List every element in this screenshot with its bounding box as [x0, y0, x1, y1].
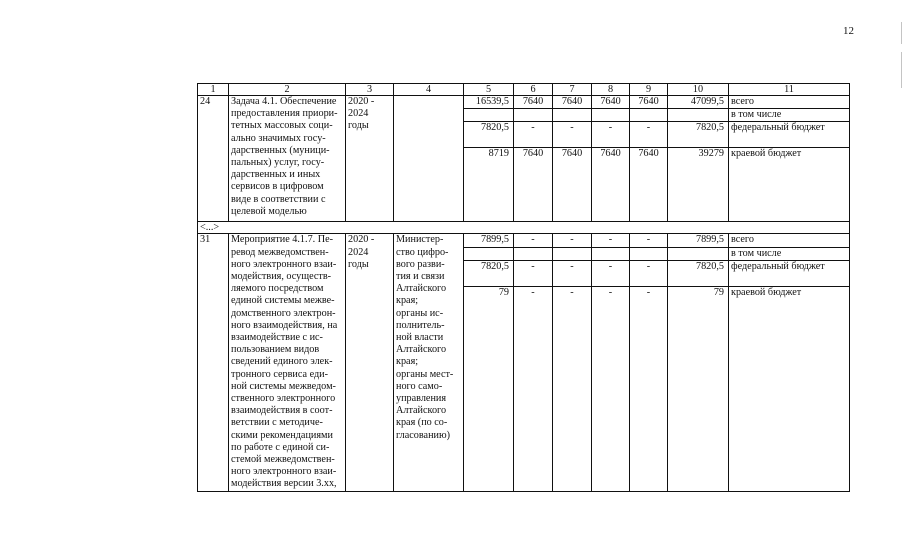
period-line: годы — [348, 258, 369, 270]
funding-source: всего — [729, 234, 850, 247]
row-name-line: модействия, осуществ- — [231, 271, 332, 283]
column-header: 7 — [553, 84, 592, 96]
funding-value: - — [514, 234, 553, 247]
row-number: 31 — [198, 234, 229, 491]
funding-total — [668, 109, 729, 122]
column-header: 3 — [346, 84, 394, 96]
funding-source: всего — [729, 96, 850, 109]
funding-total: 7820,5 — [668, 122, 729, 148]
column-header: 9 — [630, 84, 668, 96]
row-name-line: сервисов в цифровом — [231, 181, 324, 193]
executor-line: ной власти — [396, 332, 444, 344]
executor-line: Алтайского — [396, 405, 447, 417]
period-line: годы — [348, 120, 369, 132]
executor-line: управления — [396, 393, 447, 405]
funding-value: 7640 — [514, 148, 553, 222]
funding-source: в том числе — [729, 109, 850, 122]
funding-value: - — [630, 234, 668, 247]
funding-value: - — [514, 261, 553, 287]
scan-edge-mark — [901, 22, 902, 44]
column-header: 8 — [592, 84, 630, 96]
executor-line: края; — [396, 295, 419, 307]
funding-value — [592, 109, 630, 122]
row-name-line: тетных массовых соци- — [231, 120, 333, 132]
row-name-line: по работе с единой си- — [231, 441, 330, 453]
funding-value — [630, 109, 668, 122]
column-header: 1 — [198, 84, 229, 96]
funding-value: 7640 — [592, 96, 630, 109]
funding-value: - — [630, 122, 668, 148]
funding-source: федеральный бюджет — [729, 122, 850, 148]
funding-value: 16539,5 — [464, 96, 514, 109]
omitted-rows-marker: <...> — [198, 222, 850, 234]
executor-line: ного само- — [396, 380, 443, 392]
column-header: 10 — [668, 84, 729, 96]
executor-line: вого разви- — [396, 258, 445, 270]
row-name-line: скими рекомендациями — [231, 429, 333, 441]
row-name-line: ально значимых госу- — [231, 132, 326, 144]
funding-value: - — [553, 287, 592, 491]
funding-value: - — [592, 234, 630, 247]
funding-value: - — [592, 287, 630, 491]
executor-line: края (по со- — [396, 417, 448, 429]
funding-value: 7640 — [553, 96, 592, 109]
period-line: 2024 — [348, 246, 369, 258]
funding-total: 39279 — [668, 148, 729, 222]
row-name-line: взаимодействие с ис- — [231, 332, 323, 344]
row-name-line: стемой межведомствен- — [231, 454, 335, 466]
column-header: 2 — [229, 84, 346, 96]
funding-value: 7899,5 — [464, 234, 514, 247]
executor-line: края; — [396, 356, 419, 368]
row-name-line: ственного электронного — [231, 393, 336, 405]
funding-value — [592, 247, 630, 260]
funding-value: - — [592, 261, 630, 287]
funding-value: - — [630, 287, 668, 491]
executor-line: органы ис- — [396, 307, 444, 319]
funding-value — [514, 109, 553, 122]
funding-value — [553, 109, 592, 122]
executor-line: гласованию) — [396, 429, 450, 441]
funding-value: 7640 — [592, 148, 630, 222]
row-executor — [394, 96, 464, 222]
executor-line: ство цифро- — [396, 246, 449, 258]
row-name-line: дарственных (муници- — [231, 144, 330, 156]
funding-value — [514, 247, 553, 260]
funding-source: в том числе — [729, 247, 850, 260]
executor-line: органы мест- — [396, 368, 454, 380]
funding-value: - — [514, 287, 553, 491]
funding-total: 79 — [668, 287, 729, 491]
row-name-line: домственного электрон- — [231, 307, 336, 319]
funding-value: 7640 — [630, 96, 668, 109]
funding-value: 7820,5 — [464, 261, 514, 287]
row-period — [346, 234, 394, 491]
period-line: 2020 - — [348, 96, 375, 107]
funding-value: - — [553, 122, 592, 148]
row-name-line: виде в соответствии с — [231, 193, 326, 205]
funding-value: - — [630, 261, 668, 287]
funding-value — [630, 247, 668, 260]
funding-source: федеральный бюджет — [729, 261, 850, 287]
row-name — [229, 96, 346, 222]
executor-line: Алтайского — [396, 283, 447, 295]
executor-line: Алтайского — [396, 344, 447, 356]
column-header: 4 — [394, 84, 464, 96]
funding-value: 8719 — [464, 148, 514, 222]
row-name-line: ветствии с методиче- — [231, 417, 323, 429]
funding-value: - — [514, 122, 553, 148]
executor-line: полнитель- — [396, 319, 445, 331]
row-period — [346, 96, 394, 222]
column-header: 5 — [464, 84, 514, 96]
row-name-line: Задача 4.1. Обеспечение — [231, 96, 337, 107]
funding-value — [553, 247, 592, 260]
table-row — [198, 234, 850, 247]
row-executor — [394, 234, 464, 491]
funding-value: - — [592, 122, 630, 148]
row-name-line: сведений единого элек- — [231, 356, 333, 368]
page-number: 12 — [843, 25, 854, 37]
row-name-line: целевой моделью — [231, 205, 307, 217]
funding-total: 47099,5 — [668, 96, 729, 109]
row-number: 24 — [198, 96, 229, 222]
row-name-line: модействия версии 3.хх, — [231, 478, 337, 490]
funding-total — [668, 247, 729, 260]
column-header: 11 — [729, 84, 850, 96]
row-name-line: предоставления приори- — [231, 108, 338, 120]
period-line: 2020 - — [348, 234, 375, 246]
row-name-line: ной системы межведом- — [231, 380, 336, 392]
row-name-line: ного взаимодействия, на — [231, 319, 338, 331]
table-row-separator — [198, 222, 850, 234]
row-name-line: ного электронного взаи- — [231, 466, 337, 478]
row-name-line: пальных) услуг, госу- — [231, 157, 325, 169]
row-name-line: единой системы межве- — [231, 295, 335, 307]
row-name-line: ляемого посредством — [231, 283, 324, 295]
funding-source: краевой бюджет — [729, 148, 850, 222]
funding-value — [464, 109, 514, 122]
row-name-line: Мероприятие 4.1.7. Пе- — [231, 234, 334, 246]
executor-line: тия и связи — [396, 271, 445, 283]
funding-value: 7640 — [553, 148, 592, 222]
funding-value: - — [553, 234, 592, 247]
row-name-line: пользованием видов — [231, 344, 320, 356]
row-name-line: ного электронного взаи- — [231, 258, 337, 270]
executor-line: Министер- — [396, 234, 444, 246]
funding-value — [464, 247, 514, 260]
funding-value: 79 — [464, 287, 514, 491]
row-name-line: ревод межведомствен- — [231, 246, 329, 258]
funding-value: 7640 — [630, 148, 668, 222]
row-name-line: дарственных и иных — [231, 169, 321, 181]
funding-value: - — [553, 261, 592, 287]
scan-edge-mark — [901, 52, 902, 88]
funding-value: 7820,5 — [464, 122, 514, 148]
table-header-row — [198, 84, 850, 96]
funding-source: краевой бюджет — [729, 287, 850, 491]
budget-table — [197, 83, 850, 492]
row-name-line: взаимодействия в соот- — [231, 405, 333, 417]
column-header: 6 — [514, 84, 553, 96]
funding-total: 7899,5 — [668, 234, 729, 247]
period-line: 2024 — [348, 108, 369, 120]
row-name — [229, 234, 346, 491]
table-row — [198, 96, 850, 109]
funding-value: 7640 — [514, 96, 553, 109]
funding-total: 7820,5 — [668, 261, 729, 287]
row-name-line: тронного сервиса еди- — [231, 368, 328, 380]
